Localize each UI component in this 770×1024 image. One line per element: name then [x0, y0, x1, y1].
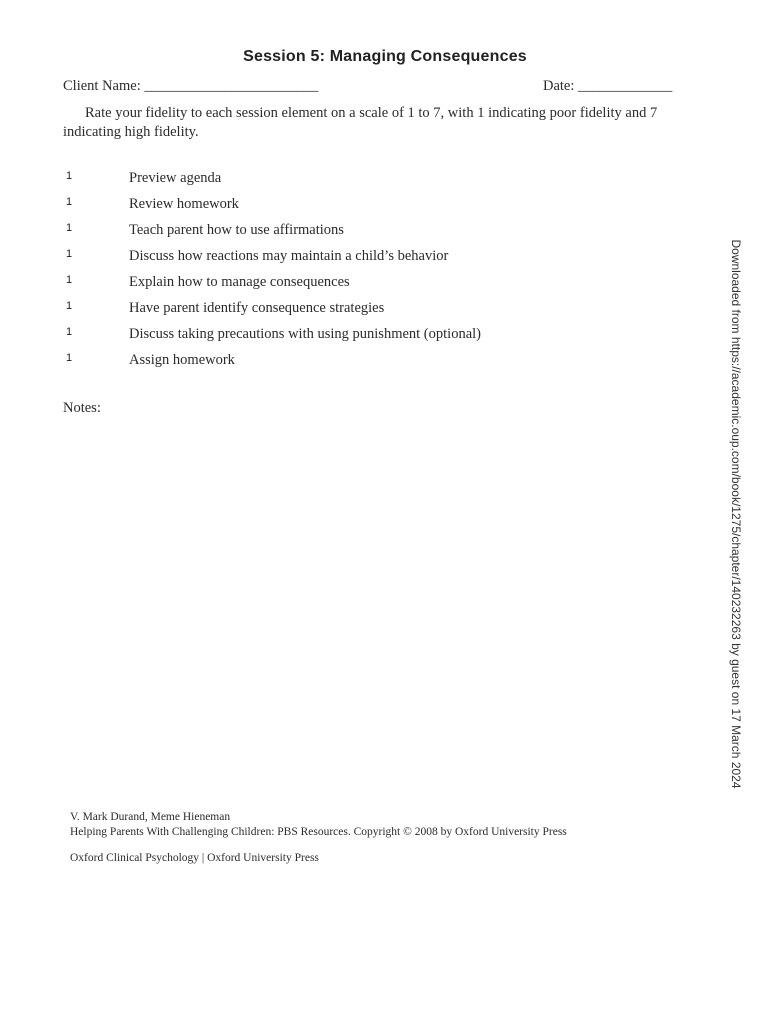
rating-value: 1 [66, 196, 73, 208]
list-item [0, 352, 700, 378]
rating-value: 1 [66, 274, 73, 286]
list-item [0, 196, 700, 222]
rating-value: 1 [66, 170, 73, 182]
item-label: Have parent identify consequence strategies [129, 300, 385, 316]
footer-authors: V. Mark Durand, Meme Hieneman [70, 811, 231, 823]
item-label: Discuss how reactions may maintain a child’s behavior [129, 248, 449, 264]
list-item [0, 170, 700, 196]
session-element-list [0, 170, 700, 378]
item-label: Discuss taking precautions with using punishment (optional) [129, 326, 481, 342]
list-item [0, 300, 700, 326]
page-title: Session 5: Managing Consequences [243, 48, 527, 65]
item-label: Explain how to manage consequences [129, 274, 350, 290]
rating-value: 1 [66, 300, 73, 312]
watermark-text: Downloaded from https://academic.oup.com/book/1275/chapter/140232263 by guest on 17 March 2024 [729, 239, 743, 789]
list-item [0, 222, 700, 248]
rating-value: 1 [66, 222, 73, 234]
notes-label: Notes: [63, 400, 101, 416]
date-field: Date: _____________ [543, 78, 673, 94]
list-item [0, 274, 700, 300]
item-label: Preview agenda [129, 170, 222, 186]
list-item [0, 326, 700, 352]
rating-value: 1 [66, 326, 73, 338]
item-label: Assign homework [129, 352, 235, 368]
client-name-field: Client Name: ________________________ [63, 78, 319, 94]
footer-publisher: Oxford Clinical Psychology | Oxford University Press [70, 852, 319, 864]
page-footer [70, 810, 567, 866]
instructions-paragraph: Rate your fidelity to each session element on a scale of 1 to 7, with 1 indicating poor fidelity and 7 indicating high fidelity. [63, 105, 658, 140]
rating-value: 1 [66, 352, 73, 364]
footer-book-citation: Helping Parents With Challenging Children: PBS Resources. Copyright © 2008 by Oxford University Press [70, 826, 567, 838]
rating-value: 1 [66, 248, 73, 260]
item-label: Review homework [129, 196, 239, 212]
list-item [0, 248, 700, 274]
item-label: Teach parent how to use affirmations [129, 222, 344, 238]
